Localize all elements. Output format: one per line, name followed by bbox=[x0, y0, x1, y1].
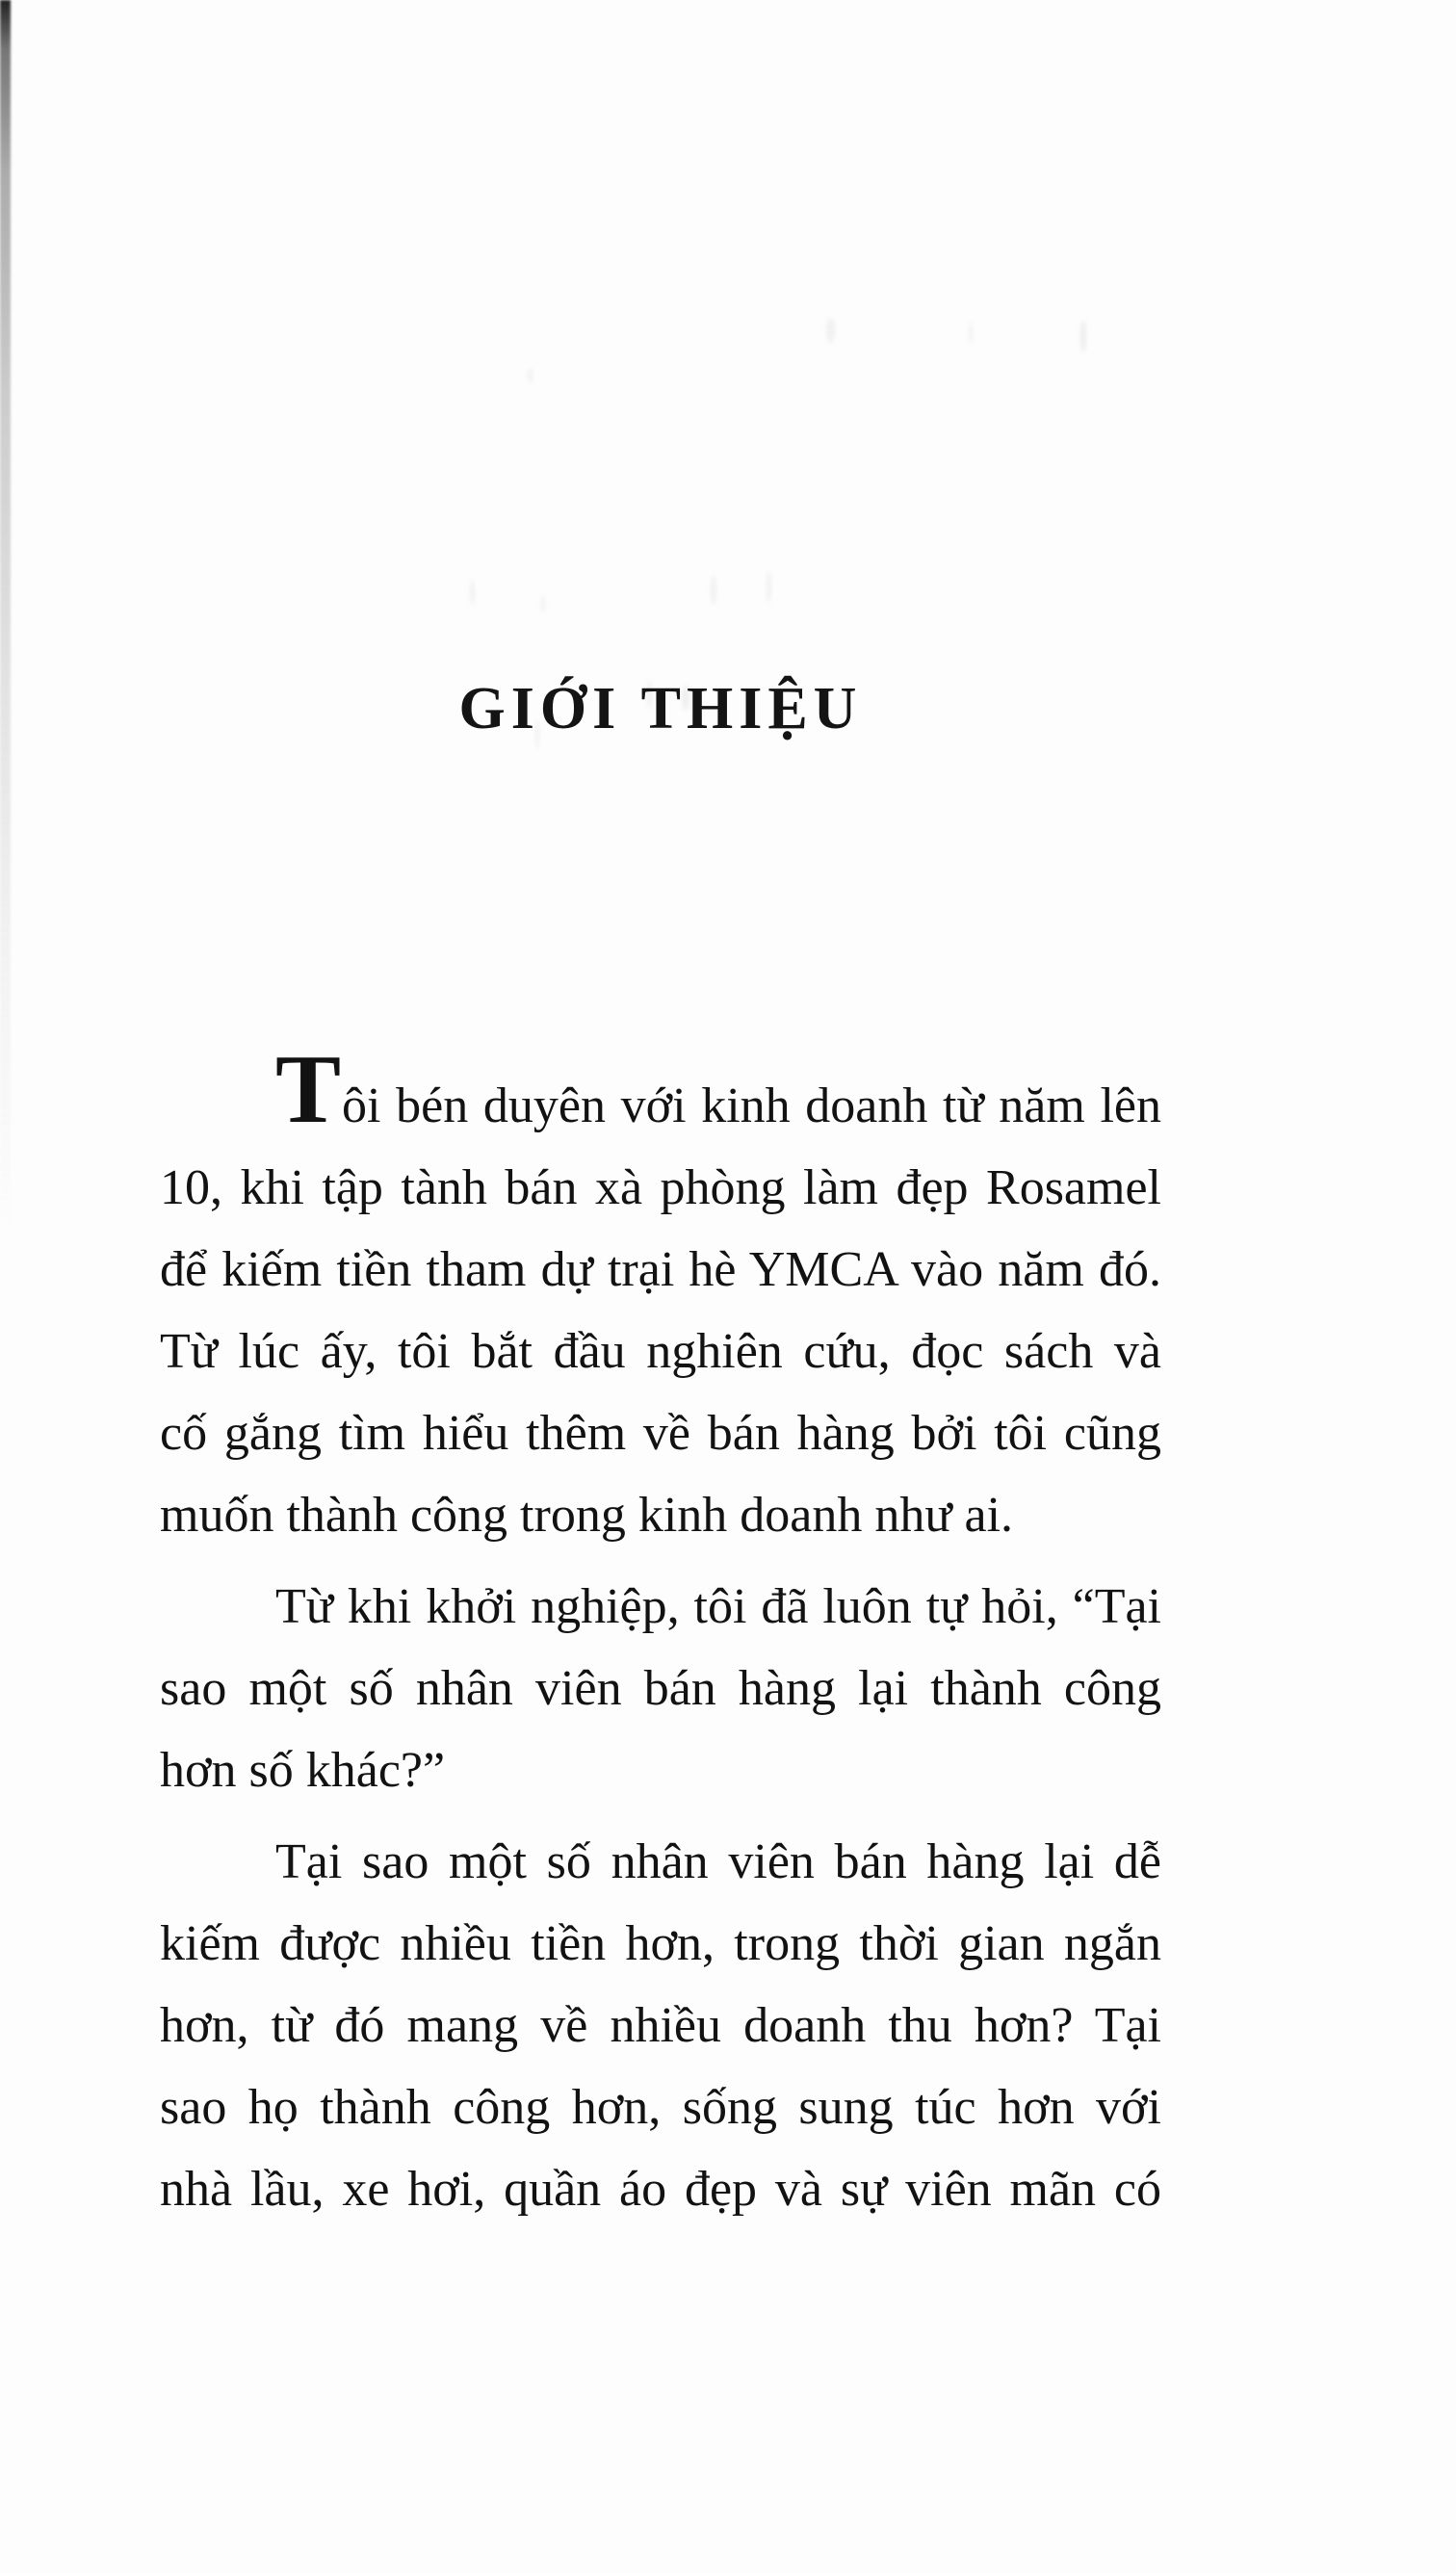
scan-gutter-shadow bbox=[0, 0, 11, 1242]
text-line: sao họ thành công hơn, sống sung túc hơn với bbox=[160, 2080, 1161, 2135]
text-line: 10, khi tập tành bán xà phòng làm đẹp Rosamel bbox=[160, 1160, 1161, 1215]
text-line: muốn thành công trong kinh doanh như ai. bbox=[160, 1488, 1014, 1543]
text-line: Từ lúc ấy, tôi bắt đầu nghiên cứu, đọc sách và bbox=[160, 1324, 1161, 1379]
bleed-through-speck bbox=[470, 580, 475, 605]
drop-cap: T bbox=[275, 1035, 343, 1144]
text-line: hơn, từ đó mang về nhiều doanh thu hơn? Tại bbox=[160, 1998, 1161, 2053]
bleed-through-speck bbox=[711, 576, 716, 605]
text-line: để kiếm tiền tham dự trại hè YMCA vào năm đó. bbox=[160, 1242, 1161, 1297]
text-line: cố gắng tìm hiểu thêm về bán hàng bởi tôi cũng bbox=[160, 1406, 1161, 1461]
text-line: nhà lầu, xe hơi, quần áo đẹp và sự viên mãn có bbox=[160, 2162, 1161, 2217]
bleed-through-speck bbox=[969, 323, 973, 344]
text-line: sao một số nhân viên bán hàng lại thành công bbox=[160, 1661, 1161, 1716]
text-line: Tại sao một số nhân viên bán hàng lại dễ bbox=[275, 1834, 1161, 1889]
chapter-title: GIỚI THIỆU bbox=[458, 676, 863, 741]
text-line: hơn số khác?” bbox=[160, 1743, 446, 1798]
text-line bbox=[160, 1035, 1161, 1147]
paragraph-1 bbox=[160, 1035, 1161, 1556]
paragraph-2 bbox=[160, 1566, 1161, 1811]
text-line: Từ khi khởi nghiệp, tôi đã luôn tự hỏi, “Tại bbox=[275, 1579, 1161, 1634]
paragraph-3 bbox=[160, 1821, 1161, 2230]
text-line: kiếm được nhiều tiền hơn, trong thời gian ngắn bbox=[160, 1916, 1161, 1971]
bleed-through-speck bbox=[826, 318, 835, 343]
bleed-through-speck bbox=[767, 570, 771, 603]
bleed-through-speck bbox=[528, 368, 533, 383]
bleed-through-speck bbox=[541, 595, 545, 612]
body-text bbox=[160, 1035, 1161, 2230]
bleed-through-speck bbox=[1080, 320, 1086, 352]
text-line-content: ôi bén duyên với kinh doanh từ năm lên bbox=[342, 1079, 1161, 1133]
